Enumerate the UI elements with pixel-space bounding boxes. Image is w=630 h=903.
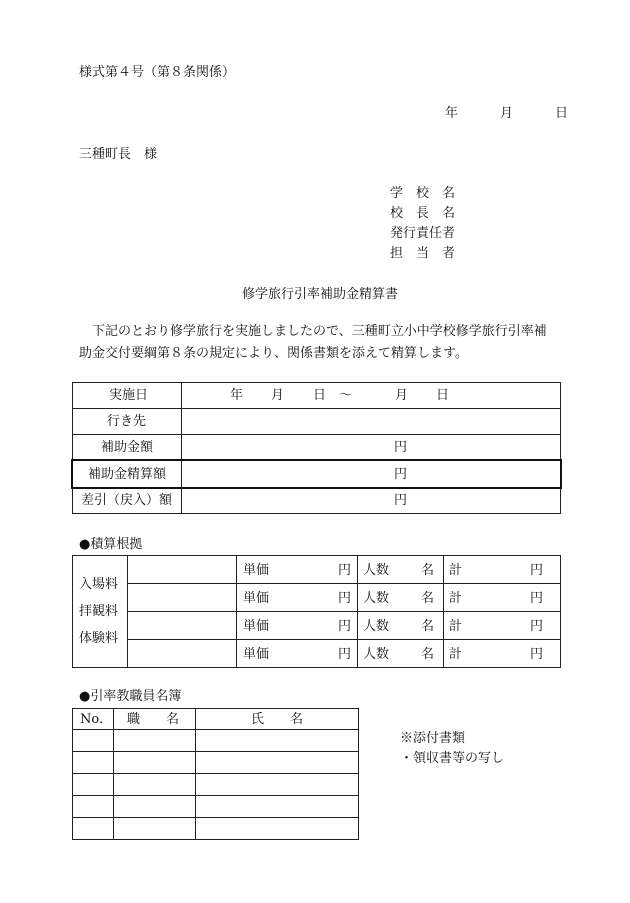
unit-price-yen: 円 [338, 591, 352, 606]
body-text-line2: 助金交付要綱第８条の規定により、関係書類を添えて精算します。 [79, 346, 468, 361]
people-label: 人数 [363, 647, 390, 662]
attachments-heading: ※添付書類 [400, 731, 466, 746]
staff-heading: ●引率教職員名簿 [79, 689, 182, 704]
unit-price-label: 単価 [243, 619, 270, 634]
people-label: 人数 [363, 563, 390, 578]
form-number: 様式第４号（第８条関係） [79, 65, 236, 80]
subsidy-label: 補助金額 [101, 440, 154, 455]
staff-col-no: No. [80, 712, 104, 727]
unit-price-yen: 円 [338, 619, 352, 634]
date-month: 月 [500, 106, 514, 121]
staff-col-name: 氏 名 [251, 712, 304, 727]
issuer-label: 発行責任者 [390, 226, 456, 241]
people-unit: 名 [421, 647, 435, 662]
basis-heading: ●積算根拠 [79, 537, 143, 552]
category-admission: 入場料 [79, 577, 119, 592]
unit-price-yen: 円 [338, 647, 352, 662]
date-month-mark: 月 [271, 388, 285, 403]
addressee: 三種町長 様 [79, 147, 158, 162]
body-text-line1: 下記のとおり修学旅行を実施しましたので、三種町立小中学校修学旅行引率補 [79, 324, 547, 339]
total-label: 計 [449, 591, 463, 606]
unit-price-label: 単価 [243, 591, 270, 606]
total-yen: 円 [530, 563, 544, 578]
people-label: 人数 [363, 591, 390, 606]
category-viewing: 拝観料 [79, 604, 119, 619]
attachments-item: ・領収書等の写し [400, 751, 505, 766]
total-label: 計 [449, 619, 463, 634]
principal-name-label: 校 長 名 [390, 206, 456, 221]
date-day: 日 [555, 106, 569, 121]
people-unit: 名 [421, 619, 435, 634]
people-unit: 名 [421, 563, 435, 578]
difference-yen: 円 [394, 493, 408, 508]
settlement-label: 補助金精算額 [88, 467, 167, 482]
date-year: 年 [445, 106, 459, 121]
person-in-charge-label: 担 当 者 [390, 246, 456, 261]
settlement-yen: 円 [394, 467, 408, 482]
difference-label: 差引（戻入）額 [81, 493, 173, 508]
date-end-day-mark: 日 [436, 388, 450, 403]
date-day-mark: 日 [313, 388, 327, 403]
unit-price-label: 単価 [243, 563, 270, 578]
total-yen: 円 [530, 591, 544, 606]
destination-label: 行き先 [107, 414, 147, 429]
total-label: 計 [449, 563, 463, 578]
unit-price-label: 単価 [243, 647, 270, 662]
staff-col-position: 職 名 [127, 712, 180, 727]
document-title: 修学旅行引率補助金精算書 [242, 287, 399, 302]
total-label: 計 [449, 647, 463, 662]
date-tilde: ～ [339, 388, 353, 403]
category-experience: 体験料 [79, 631, 119, 646]
date-label: 実施日 [109, 388, 149, 403]
school-name-label: 学 校 名 [390, 186, 456, 201]
subsidy-yen: 円 [394, 440, 408, 455]
unit-price-yen: 円 [338, 563, 352, 578]
people-unit: 名 [421, 591, 435, 606]
date-year-mark: 年 [230, 388, 244, 403]
people-label: 人数 [363, 619, 390, 634]
total-yen: 円 [530, 647, 544, 662]
date-end-month-mark: 月 [395, 388, 409, 403]
total-yen: 円 [530, 619, 544, 634]
